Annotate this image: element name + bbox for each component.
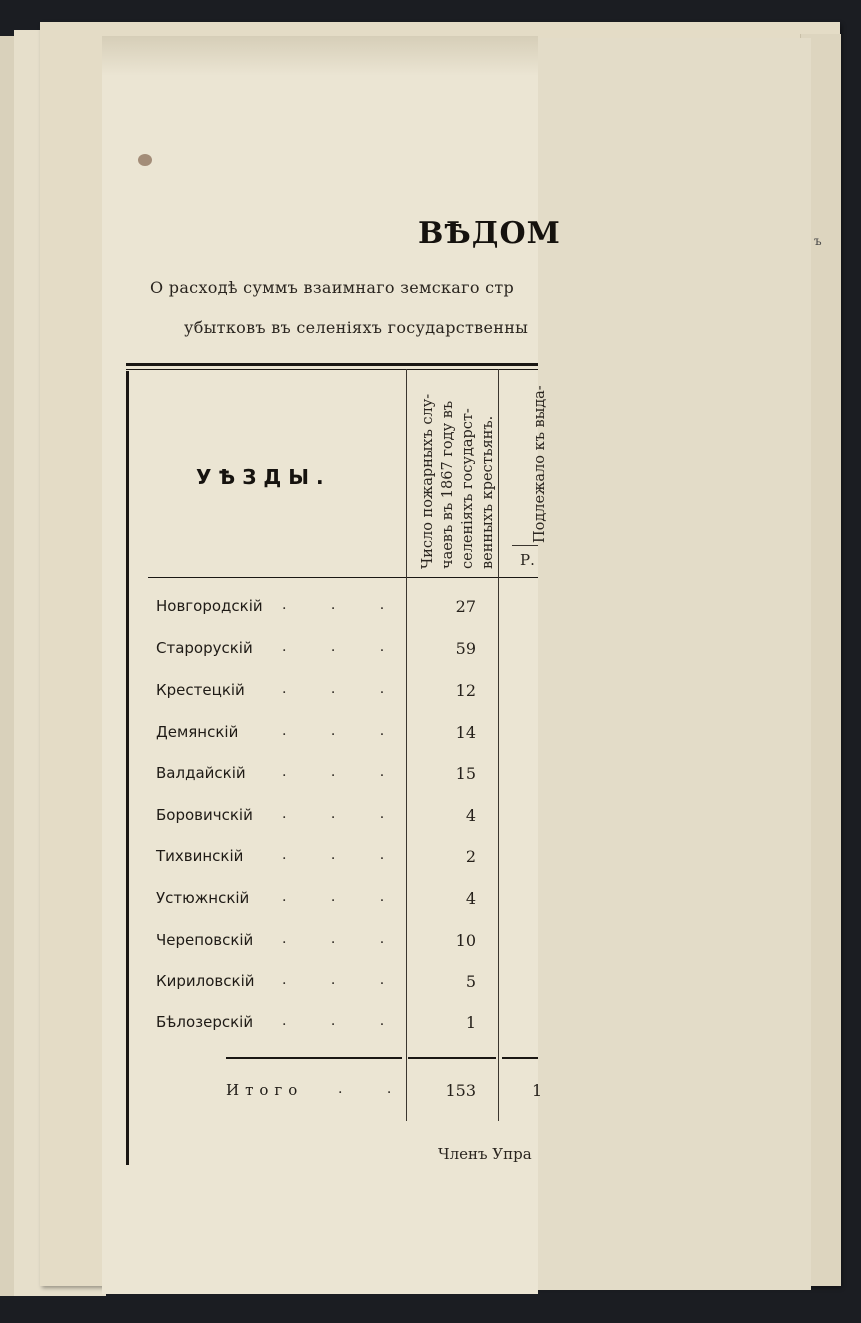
header-bottom-rule (148, 577, 538, 578)
district-name: Кириловскій (156, 972, 255, 990)
table-row (102, 723, 538, 747)
leader-dots: . . . (282, 972, 405, 988)
leader-dots: . . . (282, 764, 405, 780)
district-name: Демянскій (156, 723, 239, 741)
total-row (102, 1081, 543, 1105)
table-row (102, 1013, 538, 1037)
leader-dots: . . . (282, 639, 405, 655)
ink-stain (138, 154, 152, 166)
fires-count: 5 (465, 972, 476, 991)
fires-count: 14 (455, 723, 476, 742)
table-top-rule-thin (126, 369, 538, 370)
district-name: Крестецкій (156, 681, 245, 699)
fires-count: 4 (465, 806, 476, 825)
table-row (102, 681, 538, 705)
header-next-column: Подлежало къ выда- (532, 385, 548, 543)
table-row (102, 597, 538, 621)
col-sub-rule (512, 545, 538, 546)
table (102, 355, 548, 1165)
fires-count: 4 (465, 889, 476, 908)
leader-dots: . . . (282, 723, 405, 739)
table-row (102, 972, 538, 996)
signature-line: Членъ Упра (438, 1145, 532, 1163)
leader-dots: . . . (282, 847, 405, 863)
subtitle-line-2: убытковъ въ селеніяхъ государственны (184, 318, 529, 337)
header-districts: УѢЗДЫ. (196, 465, 331, 489)
leader-dots: . . . (282, 1013, 405, 1029)
table-row (102, 639, 538, 663)
district-name: Тихвинскій (156, 847, 244, 865)
table-row (102, 889, 538, 913)
district-name: Боровичскій (156, 806, 253, 824)
leader-dots: . . . (282, 889, 405, 905)
fires-count: 2 (465, 847, 476, 866)
header-next-subcolumn: Р. (520, 551, 535, 569)
fires-count: 12 (455, 681, 476, 700)
header-fires (418, 394, 498, 569)
leader-dots: . . . (282, 931, 405, 947)
leader-dots: . . . (282, 806, 405, 822)
edge-fragment: ъ (814, 234, 822, 248)
subtitle-line-1: О расходѣ суммъ взаимнаго земскаго стр (150, 278, 515, 297)
district-name: Устюжнскій (156, 889, 250, 907)
header-fires-line-2: чаевъ въ 1867 году въ (440, 400, 456, 569)
header-fires-line-4: венныхъ крестьянъ. (480, 415, 496, 569)
total-dots: . . (338, 1081, 412, 1097)
header-fires-line-3: селеніяхъ государст- (460, 408, 476, 569)
total-rule-2 (408, 1057, 496, 1059)
district-name: Валдайскій (156, 764, 246, 782)
total-rule-1 (226, 1057, 402, 1059)
district-name: Бѣлозерскій (156, 1013, 254, 1031)
leader-dots: . . . (282, 597, 405, 613)
table-row (102, 931, 538, 955)
total-next-fragment: 1 (532, 1081, 543, 1100)
folded-right-flap (536, 38, 811, 1290)
district-name: Новгородскій (156, 597, 263, 615)
fires-count: 59 (455, 639, 476, 658)
total-fires: 153 (445, 1081, 476, 1100)
page-title: ВѢДОМ (418, 216, 561, 251)
table-row (102, 764, 538, 788)
fires-count: 27 (455, 597, 476, 616)
total-rule-3 (502, 1057, 538, 1059)
title-clip (102, 200, 561, 350)
fires-count: 10 (455, 931, 476, 950)
district-name: Старорускій (156, 639, 253, 657)
table-row (102, 806, 538, 830)
district-name: Череповскій (156, 931, 254, 949)
top-fold-shadow (102, 36, 538, 76)
total-label: Итого (226, 1081, 304, 1099)
fires-count: 15 (455, 764, 476, 783)
table-row (102, 847, 538, 871)
table-top-rule (126, 363, 538, 366)
leader-dots: . . . (282, 681, 405, 697)
header-fires-line-1: Число пожарныхъ слу- (420, 393, 436, 569)
fires-count: 1 (465, 1013, 476, 1032)
